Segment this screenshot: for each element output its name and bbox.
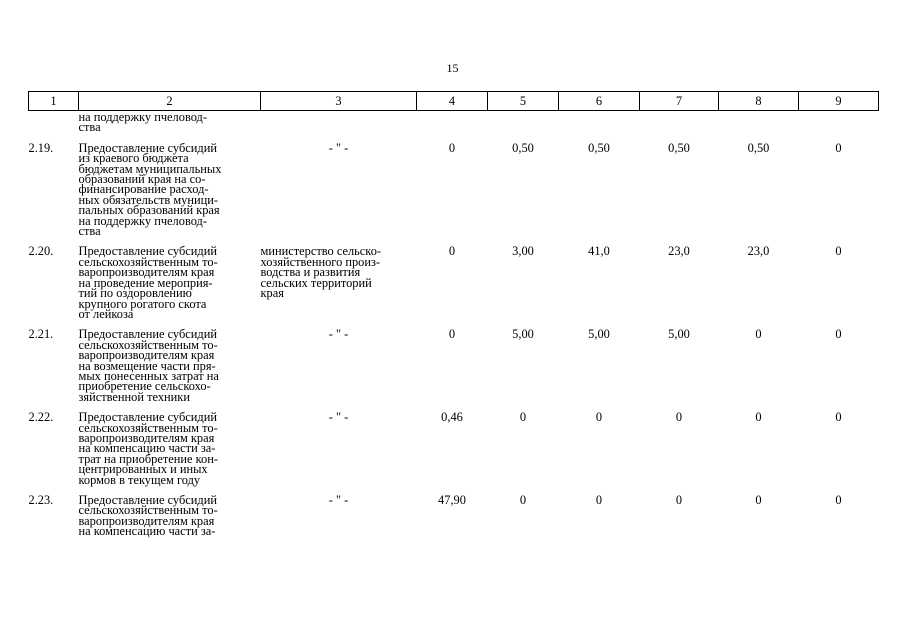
value-col-6: 5,00 (588, 327, 610, 342)
value-col-9: 0 (835, 327, 842, 342)
value-col-6: 41,0 (588, 244, 610, 259)
value-col-5: 0,50 (512, 140, 534, 155)
value-col-6: 0 (595, 410, 603, 425)
value-col-4: 47,90 (438, 493, 466, 507)
value-col-9: 0 (835, 140, 842, 155)
column-header: 6 (559, 92, 640, 111)
row-name: Предоставление субсидий сельскохозяйственным то- варопроизводителям края на компенсацию части за- трат на приобретение кон- центрированных и иных кормов в текущем году (78, 410, 218, 487)
row-name: Предоставление субсидий сельскохозяйственным то- варопроизводителям края на компенсацию части за- (78, 493, 218, 539)
column-header: 7 (640, 92, 719, 111)
column-header: 9 (799, 92, 879, 111)
table-row (29, 236, 879, 319)
row-name: Предоставление субсидий сельскохозяйственным то- варопроизводителям края на проведение мероприя- тий по оздоровлению крупного рогатого скота от лейкоза (78, 244, 218, 321)
value-col-5: 0 (519, 410, 527, 425)
row-executor: - " - (328, 140, 349, 155)
row-number: 2.23. (28, 493, 54, 507)
header-row (29, 92, 879, 111)
value-col-8: 0,50 (747, 140, 770, 155)
value-col-8: 0 (755, 410, 762, 425)
row-number: 2.20. (28, 244, 54, 259)
value-col-6: 0 (595, 493, 603, 507)
budget-table (28, 91, 879, 537)
row-name: Предоставление субсидий сельскохозяйственным то- варопроизводителям края на возмещение части пря- мых понесенных затрат на приобретение сельскохо- зяйственной техники (78, 327, 219, 404)
value-col-8: 0 (755, 327, 762, 342)
row-executor: - " - (328, 410, 349, 425)
value-col-7: 0,50 (668, 140, 690, 155)
value-col-4: 0 (448, 140, 456, 155)
page-number: 15 (446, 61, 459, 75)
column-header: 8 (719, 92, 799, 111)
value-col-8: 0 (755, 493, 762, 507)
value-col-4: 0 (448, 327, 456, 342)
row-name: Предоставление субсидий из краевого бюджета бюджетам муниципальных образований края на со- финансирование расход- ных обязательств муници- пальных образований края на поддержку пчеловод- ства (78, 140, 222, 239)
value-col-6: 0,50 (588, 140, 610, 155)
column-header: 2 (79, 92, 261, 111)
value-col-7: 0 (675, 410, 683, 425)
value-col-5: 3,00 (512, 244, 534, 259)
value-col-9: 0 (835, 493, 842, 507)
column-header: 1 (29, 92, 79, 111)
value-col-9: 0 (835, 410, 842, 425)
row-executor: - " - (328, 493, 349, 507)
value-col-4: 0 (448, 244, 456, 259)
table-row (29, 133, 879, 237)
row-number: 2.21. (28, 327, 54, 342)
row-number: 2.19. (28, 140, 54, 155)
value-col-7: 5,00 (668, 327, 690, 342)
value-col-7: 23,0 (668, 244, 690, 259)
table-row (29, 319, 879, 402)
value-col-9: 0 (835, 244, 842, 259)
continuation-row (29, 111, 879, 133)
row-executor: - " - (328, 327, 349, 342)
value-col-8: 23,0 (747, 244, 770, 259)
value-col-4: 0,46 (441, 410, 463, 425)
table-row (29, 402, 879, 485)
column-header: 3 (261, 92, 417, 111)
table-row (29, 485, 879, 537)
value-col-7: 0 (675, 493, 683, 507)
value-col-5: 5,00 (512, 327, 534, 342)
row-number: 2.22. (28, 410, 54, 425)
column-header: 4 (417, 92, 488, 111)
continuation-text: на поддержку пчеловод- ства (78, 110, 207, 135)
row-executor: министерство сельско- хозяйственного произ- водства и развития сельских территорий края (260, 244, 382, 301)
value-col-5: 0 (519, 493, 527, 507)
column-header: 5 (488, 92, 559, 111)
